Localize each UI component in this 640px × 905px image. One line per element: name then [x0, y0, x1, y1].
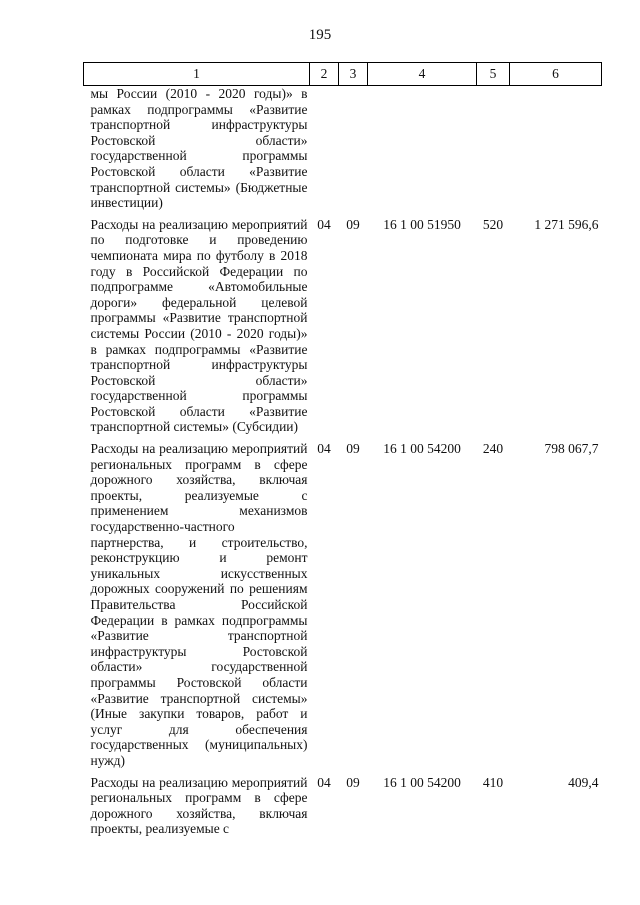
row-rz — [310, 86, 339, 217]
row-pr: 09 — [346, 774, 360, 790]
row-vr: 520 — [482, 216, 504, 232]
row-rz: 04 — [317, 441, 331, 457]
row-csr: 16 1 00 51950 — [383, 216, 461, 232]
row-name: мы России (2010 - 2020 годы)» в рамках подпрограммы «Развитие транспортной инфраструктуры Ростовской области» государственной программы Ростовской области «Развитие транспортной системы» (Бюджетные инвестиции) — [90, 86, 308, 211]
table-row — [84, 775, 602, 837]
row-csr: 16 1 00 54200 — [383, 774, 461, 790]
row-sum: 409,4 — [568, 774, 599, 790]
table-row — [84, 217, 602, 441]
row-sum — [510, 86, 602, 217]
page-number: 195 — [308, 27, 332, 43]
header-col-6: 6 — [510, 63, 602, 86]
table-body — [84, 86, 602, 837]
row-sum: 1 271 596,6 — [534, 216, 599, 232]
row-name: Расходы на реализацию мероприятий региональных программ в сфере дорожного хозяйства, включая проекты, реализуемые с — [90, 774, 308, 837]
row-name: Расходы на реализацию мероприятий региональных программ в сфере дорожного хозяйства, включая проекты, реализуемые с применением механизмов государственно-частного партнерства, и строительство, реконструкцию и ремонт уникальных искусственных дорожных сооружений по решениям Правительства Российской Федерации в рамках подпрограммы «Развитие транспортной инфраструктуры Ростовской области» государственной программы Ростовской области «Развитие транспортной системы» (Иные закупки товаров, работ и услуг для обеспечения государственных (муниципальных) нужд) — [90, 441, 308, 768]
header-col-5: 5 — [477, 63, 510, 86]
row-vr: 410 — [482, 774, 504, 790]
row-sum: 798 067,7 — [544, 441, 599, 457]
row-pr — [339, 86, 368, 217]
header-row — [84, 63, 602, 86]
row-pr: 09 — [346, 441, 360, 457]
table-row — [84, 441, 602, 774]
row-csr — [368, 86, 477, 217]
row-name: Расходы на реализацию мероприятий по подготовке и проведению чемпионата мира по футболу в 2018 году в Российской Федерации по подпрограмме «Автомобильные дороги» федеральной целевой программы «Развитие транспортной системы России (2010 - 2020 годы)» в рамках подпрограммы «Развитие транспортной инфраструктуры Ростовской области» государственной программы Ростовской области «Развитие транспортной системы» (Субсидии) — [90, 216, 308, 435]
row-rz: 04 — [317, 774, 331, 790]
row-vr — [477, 86, 510, 217]
header-col-1: 1 — [84, 63, 310, 86]
row-csr: 16 1 00 54200 — [383, 441, 461, 457]
header-col-3: 3 — [339, 63, 368, 86]
header-col-2: 2 — [310, 63, 339, 86]
table-row — [84, 86, 602, 217]
budget-table — [83, 62, 602, 837]
row-pr: 09 — [346, 216, 360, 232]
header-col-4: 4 — [368, 63, 477, 86]
row-vr: 240 — [482, 441, 504, 457]
row-rz: 04 — [317, 216, 331, 232]
table-header — [84, 63, 602, 86]
